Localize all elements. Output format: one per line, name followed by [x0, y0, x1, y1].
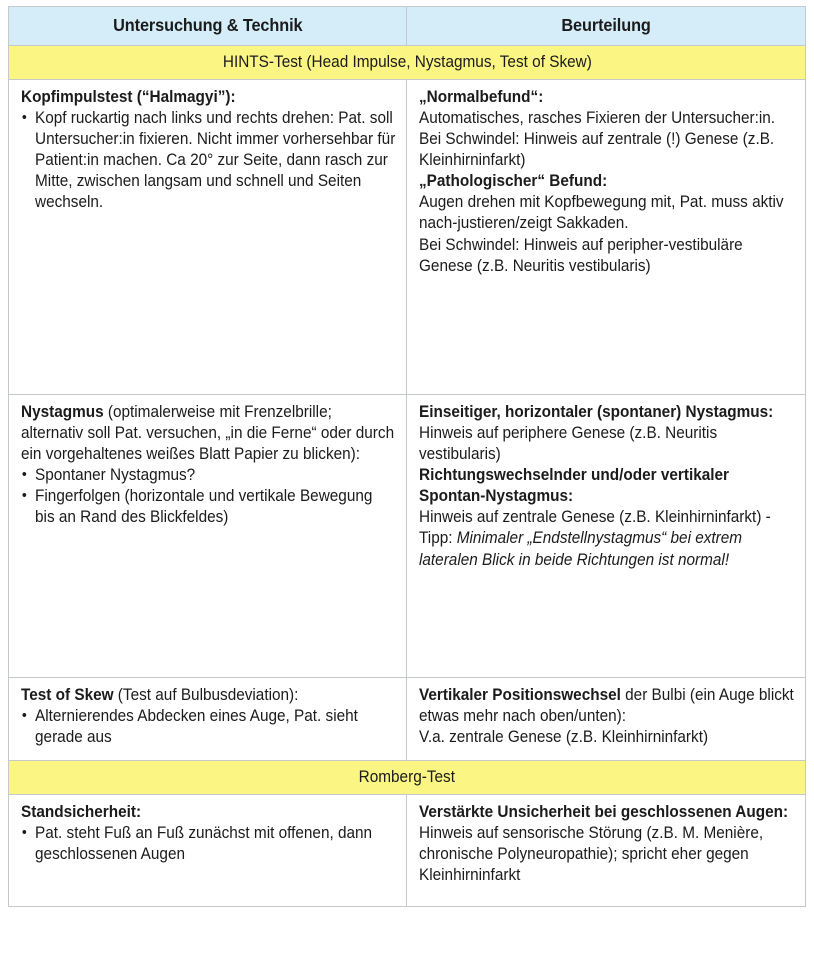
normalbefund-block: [419, 87, 795, 171]
standsicherheit-heading: Standsicherheit:: [21, 803, 142, 821]
normalbefund-heading: „Normalbefund“:: [419, 88, 544, 106]
richtungswechselnder-nystagmus-block: [419, 465, 795, 570]
cell-nystagmus-beurteilung: [407, 395, 806, 678]
section-title-hints: HINTS-Test (Head Impulse, Nystagmus, Test of Skew): [222, 52, 592, 71]
column-header-beurteilung: [407, 7, 806, 46]
pathologischer-befund-heading: „Pathologischer“ Befund:: [419, 172, 608, 191]
nystagmus-heading-strong: Nystagmus: [21, 403, 104, 421]
standsicherheit-beurteilung-lead: [419, 802, 795, 886]
table-header-row: [9, 7, 806, 46]
examination-assessment-table: [8, 6, 806, 907]
cell-nystagmus-technik: [9, 395, 407, 678]
test-of-skew-heading: [21, 685, 396, 706]
test-of-skew-beurteilung-body: V.a. zentrale Genese (z.B. Kleinhirninfarkt): [419, 728, 709, 747]
table-row: [9, 395, 806, 678]
nystagmus-bullet-list: [21, 465, 396, 528]
cell-standsicherheit-beurteilung: [407, 795, 806, 907]
pathologischer-befund-text: Augen drehen mit Kopfbewegung mit, Pat. muss aktiv nach-justieren/zeigt Sakkaden. Bei Schwindel: Hinweis auf peripher-vestibuläre Genese (z.B. Neuritis vestibularis): [419, 193, 784, 275]
richtungswechselnder-nystagmus-text-plain: Hinweis auf zentrale Genese (z.B. Kleinhirninfarkt) - Tipp:: [419, 508, 771, 548]
test-of-skew-beurteilung-lead-rest: der Bulbi (ein Auge blickt etwas mehr nach oben/unten):: [419, 686, 794, 726]
section-header-cell-hints: [9, 46, 806, 80]
table-row: [9, 678, 806, 761]
table-row: [9, 80, 806, 395]
normalbefund-text: Automatisches, rasches Fixieren der Untersucher:in. Bei Schwindel: Hinweis auf zentrale (!) Genese (z.B. Kleinhirninfarkt): [419, 109, 776, 170]
test-of-skew-beurteilung-lead-strong: Vertikaler Positionswechsel: [419, 686, 621, 704]
list-item: • Kopf ruckartig nach links und rechts drehen: Pat. soll Untersucher:in fixieren. Nicht immer vorhersehbar für Patient:in machen. Ca 20° zur Seite, dann rasch zur Mitte, zwischen langsam und schnell und Seiten wechseln.: [21, 108, 396, 213]
test-of-skew-bullet-list: [21, 706, 396, 748]
nystagmus-heading-rest: (optimalerweise mit Frenzelbrille; alternativ soll Pat. versuchen, „in die Ferne“ oder durch ein vorgehaltenes weißes Blatt Papier zu blicken):: [21, 403, 395, 464]
einseitiger-nystagmus-block: [419, 402, 795, 465]
einseitiger-nystagmus-heading: Einseitiger, horizontaler (spontaner) Nystagmus:: [419, 403, 774, 421]
cell-standsicherheit-technik: [9, 795, 407, 907]
column-header-beurteilung-label: Beurteilung: [561, 15, 651, 35]
column-header-untersuchung-label: Untersuchung & Technik: [112, 15, 303, 35]
list-item: • Fingerfolgen (horizontale und vertikale Bewegung bis an Rand des Blickfeldes): [21, 486, 396, 528]
list-item: • Pat. steht Fuß an Fuß zunächst mit offenen, dann geschlossenen Augen: [21, 823, 396, 865]
standsicherheit-beurteilung-lead-rest: Hinweis auf sensorische Störung (z.B. M. Menière, chronische Polyneuropathie); spricht eher gegen Kleinhirninfarkt: [419, 824, 764, 885]
kopfimpulstest-heading: Kopfimpulstest (“Halmagyi”):: [21, 88, 236, 106]
richtungswechselnder-nystagmus-text: [419, 507, 795, 570]
list-item: • Alternierendes Abdecken eines Auge, Pat. sieht gerade aus: [21, 706, 396, 748]
section-title-romberg: Romberg-Test: [358, 767, 456, 786]
richtungswechselnder-nystagmus-heading: Richtungswechselnder und/oder vertikaler Spontan-Nystagmus:: [419, 466, 729, 506]
cell-test-of-skew-beurteilung: [407, 678, 806, 761]
section-header-cell-romberg: [9, 761, 806, 795]
cell-kopfimpulstest-beurteilung: [407, 80, 806, 395]
standsicherheit-beurteilung-lead-strong: Verstärkte Unsicherheit bei geschlossenen Augen:: [419, 803, 789, 821]
cell-test-of-skew-technik: [9, 678, 407, 761]
test-of-skew-beurteilung-lead: [419, 685, 795, 727]
section-header-row-romberg: [9, 761, 806, 795]
einseitiger-nystagmus-text: Hinweis auf periphere Genese (z.B. Neuritis vestibularis): [419, 424, 718, 464]
pathologischer-befund-block: [419, 171, 795, 276]
kopfimpulstest-bullet-list: [21, 108, 396, 213]
column-header-untersuchung: [9, 7, 407, 46]
cell-kopfimpulstest-technik: [9, 80, 407, 395]
richtungswechselnder-nystagmus-tipp-italic: Minimaler „Endstellnystagmus“ bei extrem lateralen Blick in beide Richtungen ist normal!: [419, 529, 743, 569]
standsicherheit-bullet-list: [21, 823, 396, 865]
table-row: [9, 795, 806, 907]
section-header-row-hints: [9, 46, 806, 80]
list-item: • Spontaner Nystagmus?: [21, 465, 396, 486]
test-of-skew-heading-rest: (Test auf Bulbusdeviation):: [113, 686, 299, 704]
test-of-skew-heading-strong: Test of Skew: [21, 686, 114, 704]
nystagmus-heading: [21, 402, 396, 465]
